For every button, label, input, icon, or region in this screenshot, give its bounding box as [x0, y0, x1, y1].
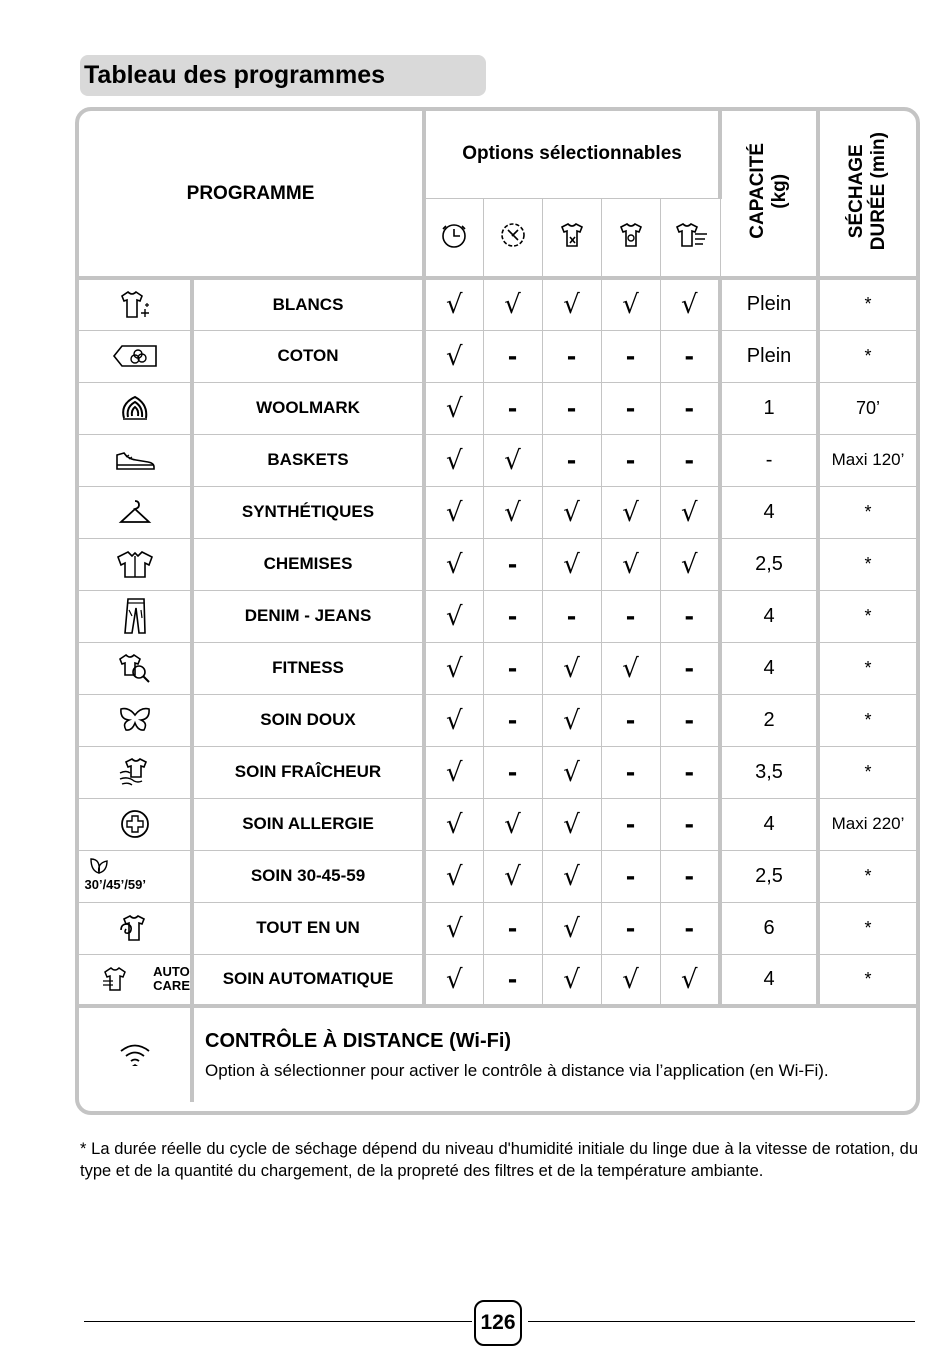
table-row: [79, 642, 916, 694]
shirt-icon: [79, 538, 192, 590]
page-number: 126: [474, 1300, 522, 1346]
jeans-icon: [79, 590, 192, 642]
option-mark: -: [625, 755, 636, 787]
capacity-value: 4: [720, 590, 818, 642]
leaf-care-label: 30’/45’/59’: [84, 877, 146, 892]
option-mark: √: [504, 809, 521, 840]
drying-value: *: [818, 590, 916, 642]
option-mark: √: [445, 601, 463, 632]
option-mark: -: [507, 547, 518, 579]
header-drying-line2: DURÉE (min): [868, 131, 890, 251]
capacity-value: 1: [720, 382, 818, 434]
wifi-text: [192, 1006, 916, 1102]
synthetics-icon: [79, 486, 192, 538]
option-mark: √: [563, 861, 580, 892]
option-mark: √: [504, 497, 521, 528]
butterfly-icon: [79, 694, 192, 746]
drying-value: *: [818, 486, 916, 538]
option-mark: -: [507, 755, 518, 787]
table-row: [79, 590, 916, 642]
option-mark: √: [445, 913, 463, 944]
option-mark: -: [684, 391, 694, 423]
option-mark: √: [445, 497, 463, 528]
option-mark: -: [625, 391, 636, 423]
capacity-value: 4: [720, 642, 818, 694]
wifi-row: [79, 1006, 916, 1102]
option-mark: √: [563, 757, 580, 788]
program-name: COTON: [192, 330, 424, 382]
page-title: Tableau des programmes: [80, 55, 486, 96]
program-name: SOIN DOUX: [192, 694, 424, 746]
capacity-value: 4: [720, 486, 818, 538]
capacity-value: Plein: [720, 330, 818, 382]
capacity-value: 2,5: [720, 538, 818, 590]
program-name: BLANCS: [192, 278, 424, 330]
option-mark: -: [507, 651, 518, 683]
program-name: BASKETS: [192, 434, 424, 486]
option-mark: √: [445, 861, 463, 892]
drying-value: *: [818, 694, 916, 746]
drying-value: *: [818, 902, 916, 954]
option-mark: √: [563, 913, 580, 944]
auto-care-label-1: AUTO: [153, 964, 190, 980]
option-mark: -: [625, 859, 636, 891]
option-mark: -: [507, 391, 518, 423]
option-mark: -: [566, 339, 577, 371]
cotton-icon: [79, 330, 192, 382]
option-mark: -: [507, 703, 518, 735]
option-mark: -: [684, 859, 694, 891]
wifi-icon: [79, 1006, 192, 1102]
table-row: [79, 434, 916, 486]
capacity-value: 3,5: [720, 746, 818, 798]
drying-value: *: [818, 850, 916, 902]
capacity-value: 4: [720, 798, 818, 850]
option-mark: -: [684, 755, 694, 787]
woolmark-icon: [79, 382, 192, 434]
capacity-value: Plein: [720, 278, 818, 330]
all-in-one-icon: [79, 902, 192, 954]
option-mark: -: [507, 911, 518, 943]
drying-value: *: [818, 538, 916, 590]
option-mark: -: [684, 443, 694, 475]
table-row: [79, 746, 916, 798]
option-mark: √: [622, 497, 639, 528]
drying-value: *: [818, 954, 916, 1006]
option-mark: √: [622, 653, 639, 684]
option-mark: -: [625, 911, 636, 943]
timer-icon: [424, 198, 483, 278]
option-mark: √: [563, 705, 580, 736]
allergy-care-icon: [79, 798, 192, 850]
table-row: [79, 486, 916, 538]
option-mark: √: [563, 497, 580, 528]
option-mark: √: [680, 964, 698, 995]
program-name: WOOLMARK: [192, 382, 424, 434]
header-programme: PROGRAMME: [79, 111, 424, 278]
table-row: [79, 902, 916, 954]
option-mark: √: [445, 341, 463, 372]
option-mark: √: [504, 861, 521, 892]
option-mark: √: [622, 549, 639, 580]
option-mark: √: [680, 497, 698, 528]
option-mark: √: [445, 653, 463, 684]
option-mark: -: [684, 339, 694, 371]
option-mark: √: [680, 549, 698, 580]
program-name: FITNESS: [192, 642, 424, 694]
option-mark: √: [445, 445, 463, 476]
auto-care-label-2: CARE: [153, 978, 190, 994]
wifi-title: CONTRÔLE À DISTANCE (Wi-Fi): [205, 1029, 512, 1052]
drying-value: *: [818, 746, 916, 798]
quick-wash-icon: [483, 198, 542, 278]
option-mark: -: [684, 651, 694, 683]
option-mark: √: [504, 290, 521, 321]
program-name: TOUT EN UN: [192, 902, 424, 954]
option-mark: √: [563, 653, 580, 684]
option-mark: -: [566, 391, 577, 423]
header-options: Options sélectionnables: [424, 111, 720, 198]
header-drying: [818, 111, 916, 278]
option-mark: -: [625, 599, 636, 631]
footnote: * La durée réelle du cycle de séchage dépend du niveau d'humidité initiale du linge due à la vitesse de rotation, du type et de la quantité du chargement, de la propreté des filtres et de la température ambiante.: [80, 1140, 918, 1180]
drying-value: Maxi 220’: [818, 798, 916, 850]
table-row: [79, 278, 916, 330]
header-drying-line1: SÉCHAGE: [846, 144, 868, 238]
option-mark: -: [625, 339, 636, 371]
option-mark: √: [445, 757, 463, 788]
option-mark: √: [445, 549, 463, 580]
table-row: [79, 538, 916, 590]
option-mark: √: [445, 705, 463, 736]
option-mark: -: [625, 443, 636, 475]
program-name: SOIN ALLERGIE: [192, 798, 424, 850]
program-name: SOIN AUTOMATIQUE: [192, 954, 424, 1006]
option-mark: -: [507, 599, 518, 631]
fitness-icon: [79, 642, 192, 694]
fresh-care-icon: [79, 746, 192, 798]
capacity-value: -: [720, 434, 818, 486]
option-mark: √: [622, 964, 639, 995]
option-mark: -: [625, 703, 636, 735]
table-row: [79, 694, 916, 746]
table-row: [79, 850, 916, 902]
sneaker-icon: [79, 434, 192, 486]
capacity-value: 4: [720, 954, 818, 1006]
option-mark: √: [445, 809, 463, 840]
program-name: SYNTHÉTIQUES: [192, 486, 424, 538]
option-mark: √: [445, 290, 463, 321]
drying-value: *: [818, 278, 916, 330]
option-mark: -: [507, 339, 518, 371]
auto-care-icon: [79, 954, 192, 1006]
option-mark: -: [625, 807, 636, 839]
table-row: [79, 954, 916, 1006]
header-capacity-line1: CAPACITÉ: [747, 143, 769, 239]
whites-icon: [79, 278, 192, 330]
header-capacity: [720, 111, 818, 278]
option-mark: -: [684, 703, 694, 735]
rinse-plus-icon: [601, 198, 660, 278]
drying-value: 70’: [818, 382, 916, 434]
option-mark: √: [563, 809, 580, 840]
easy-iron-icon: [660, 198, 720, 278]
option-mark: √: [680, 290, 698, 321]
option-mark: -: [507, 962, 518, 994]
table-row: [79, 798, 916, 850]
option-mark: √: [563, 964, 580, 995]
option-mark: √: [504, 445, 521, 476]
option-mark: √: [563, 549, 580, 580]
programs-table: [75, 107, 920, 1115]
wifi-description: Option à sélectionner pour activer le contrôle à distance via l’application (en Wi-Fi).: [205, 1060, 829, 1080]
programs-table-grid: [79, 111, 916, 1102]
option-mark: -: [566, 443, 577, 475]
header-capacity-line2: (kg): [769, 173, 791, 209]
program-name: CHEMISES: [192, 538, 424, 590]
option-mark: -: [684, 599, 694, 631]
stain-removal-icon: [542, 198, 601, 278]
drying-value: Maxi 120’: [818, 434, 916, 486]
program-name: DENIM - JEANS: [192, 590, 424, 642]
option-mark: √: [445, 393, 463, 424]
option-mark: -: [566, 599, 577, 631]
option-mark: √: [563, 290, 580, 321]
option-mark: √: [445, 964, 463, 995]
drying-value: *: [818, 642, 916, 694]
table-row: [79, 382, 916, 434]
capacity-value: 6: [720, 902, 818, 954]
option-mark: -: [684, 807, 694, 839]
leaf-care-icon: [79, 850, 192, 902]
capacity-value: 2: [720, 694, 818, 746]
drying-value: *: [818, 330, 916, 382]
option-mark: √: [622, 290, 639, 321]
option-mark: -: [684, 911, 694, 943]
table-row: [79, 330, 916, 382]
program-name: SOIN 30-45-59: [192, 850, 424, 902]
footer-divider-left: [84, 1321, 472, 1322]
program-name: SOIN FRAÎCHEUR: [192, 746, 424, 798]
footer-divider-right: [528, 1321, 915, 1322]
capacity-value: 2,5: [720, 850, 818, 902]
